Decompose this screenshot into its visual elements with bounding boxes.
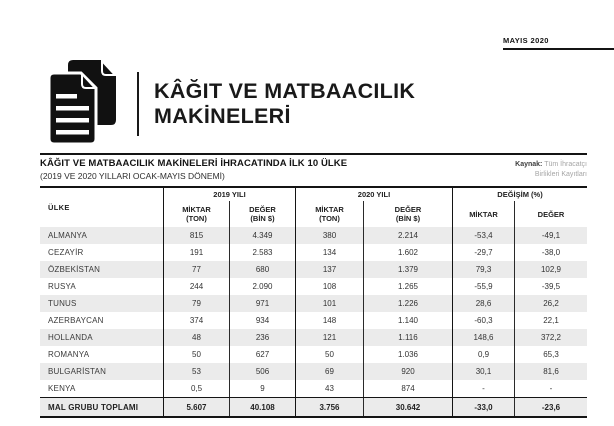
cell-change-value: -39,5: [514, 278, 587, 295]
cell-2019-value: 971: [229, 295, 295, 312]
col-header-2019-amount: MİKTAR (TON): [163, 201, 229, 227]
cell-2020-amount: 380: [295, 227, 363, 244]
cell-change-value: 372,2: [514, 329, 587, 346]
col-header-2019-value: DEĞER (BİN $): [229, 201, 295, 227]
cell-country: KENYA: [48, 384, 76, 393]
page-title-line1: KÂĞIT VE MATBAACILIK: [154, 79, 416, 104]
page-title-line2: MAKİNELERİ: [154, 104, 291, 128]
issue-label: MAYIS 2020: [503, 36, 549, 45]
cell-change-value: 102,9: [514, 261, 587, 278]
cell-total-2019-value: 40.108: [229, 398, 295, 416]
cell-change-value: 65,3: [514, 346, 587, 363]
cell-change-amount: -53,4: [452, 227, 514, 244]
cell-2020-amount: 43: [295, 380, 363, 397]
cell-country: BULGARİSTAN: [48, 367, 107, 376]
cell-2019-amount: 244: [163, 278, 229, 295]
cell-change-value: -: [514, 380, 587, 397]
cell-change-amount: -29,7: [452, 244, 514, 261]
cell-2020-value: 1.036: [363, 346, 452, 363]
cell-total-change-value: -23,6: [514, 398, 587, 416]
export-table: [40, 186, 587, 418]
col-group-2020: 2020 YILI: [295, 188, 452, 201]
col-header-2020-value: DEĞER (BİN $): [363, 201, 452, 227]
cell-2020-amount: 69: [295, 363, 363, 380]
brand-header: [42, 60, 415, 148]
cell-2020-value: 874: [363, 380, 452, 397]
table-row: [40, 278, 587, 295]
cell-2020-value: 1.379: [363, 261, 452, 278]
table-row: [40, 363, 587, 380]
cell-2020-amount: 137: [295, 261, 363, 278]
cell-2019-amount: 191: [163, 244, 229, 261]
col-group-change: DEĞİŞİM (%): [452, 188, 587, 201]
cell-change-amount: -: [452, 380, 514, 397]
section-subtitle: (2019 VE 2020 YILLARI OCAK-MAYIS DÖNEMİ): [40, 170, 225, 181]
cell-2019-value: 4.349: [229, 227, 295, 244]
cell-change-amount: 30,1: [452, 363, 514, 380]
col-header-change-value: DEĞER: [514, 201, 587, 227]
cell-2020-amount: 121: [295, 329, 363, 346]
cell-country: HOLLANDA: [48, 333, 93, 342]
cell-change-amount: -55,9: [452, 278, 514, 295]
cell-change-amount: 79,3: [452, 261, 514, 278]
cell-country: ÖZBEKİSTAN: [48, 265, 101, 274]
cell-total-2020-amount: 3.756: [295, 398, 363, 416]
cell-total-label: MAL GRUBU TOPLAMI: [48, 402, 139, 412]
cell-2019-amount: 374: [163, 312, 229, 329]
cell-2020-amount: 134: [295, 244, 363, 261]
cell-2019-amount: 53: [163, 363, 229, 380]
page-title: [154, 79, 415, 129]
cell-country: ALMANYA: [48, 231, 88, 240]
cell-2020-value: 1.265: [363, 278, 452, 295]
cell-2020-amount: 101: [295, 295, 363, 312]
masthead-issue: [503, 36, 614, 50]
cell-2019-amount: 50: [163, 346, 229, 363]
cell-2020-value: 1.116: [363, 329, 452, 346]
cell-2020-amount: 50: [295, 346, 363, 363]
table-row: [40, 380, 587, 397]
table-row: [40, 329, 587, 346]
cell-2019-amount: 79: [163, 295, 229, 312]
source-label: Kaynak:: [515, 161, 543, 168]
col-header-2020-amount: MİKTAR (TON): [295, 201, 363, 227]
cell-change-value: 22,1: [514, 312, 587, 329]
cell-change-value: -38,0: [514, 244, 587, 261]
cell-2019-value: 506: [229, 363, 295, 380]
cell-change-amount: 28,6: [452, 295, 514, 312]
cell-2019-value: 2.090: [229, 278, 295, 295]
table-row: [40, 346, 587, 363]
source-note: [515, 158, 587, 181]
cell-2019-value: 2.583: [229, 244, 295, 261]
cell-country: AZERBAYCAN: [48, 316, 104, 325]
col-header-change-amount: MİKTAR: [452, 201, 514, 227]
cell-change-value: -49,1: [514, 227, 587, 244]
cell-2020-value: 1.602: [363, 244, 452, 261]
cell-2019-amount: 48: [163, 329, 229, 346]
cell-change-value: 26,2: [514, 295, 587, 312]
cell-2019-value: 236: [229, 329, 295, 346]
section-title: KÂĞIT VE MATBAACILIK MAKİNELERİ İHRACATINDA İLK 10 ÜLKE: [40, 158, 348, 169]
cell-2019-amount: 815: [163, 227, 229, 244]
cell-2020-value: 2.214: [363, 227, 452, 244]
cell-total-2019-amount: 5.607: [163, 398, 229, 416]
table-section-header: [40, 153, 587, 181]
cell-2020-amount: 108: [295, 278, 363, 295]
section-titles: [40, 158, 347, 181]
table-body: [40, 227, 587, 397]
table-row: [40, 295, 587, 312]
cell-2020-value: 1.226: [363, 295, 452, 312]
table-row: [40, 312, 587, 329]
cell-country: ROMANYA: [48, 350, 90, 359]
table-row: [40, 244, 587, 261]
cell-2020-amount: 148: [295, 312, 363, 329]
cell-2019-amount: 0,5: [163, 380, 229, 397]
table-row: [40, 261, 587, 278]
cell-change-amount: 148,6: [452, 329, 514, 346]
cell-2019-value: 627: [229, 346, 295, 363]
source-text-line2: Birlikleri Kayıtları: [534, 170, 587, 178]
cell-country: CEZAYİR: [48, 248, 84, 257]
cell-total-change-amount: -33,0: [452, 398, 514, 416]
cell-country: RUSYA: [48, 282, 76, 291]
cell-2020-value: 920: [363, 363, 452, 380]
cell-change-amount: -60,3: [452, 312, 514, 329]
cell-change-value: 81,6: [514, 363, 587, 380]
table-total-row: [40, 397, 587, 416]
cell-2019-amount: 77: [163, 261, 229, 278]
source-text-line1: Tüm İhracatçı: [544, 161, 587, 168]
cell-country: TUNUS: [48, 299, 77, 308]
table-header: [40, 188, 587, 227]
cell-change-amount: 0,9: [452, 346, 514, 363]
cell-2020-value: 1.140: [363, 312, 452, 329]
cell-2019-value: 934: [229, 312, 295, 329]
table-row: [40, 227, 587, 244]
cell-total-2020-value: 30.642: [363, 398, 452, 416]
col-group-2019: 2019 YILI: [163, 188, 295, 201]
documents-icon: [42, 60, 120, 148]
cell-2019-value: 9: [229, 380, 295, 397]
cell-2019-value: 680: [229, 261, 295, 278]
col-header-country: ÜLKE: [48, 203, 70, 212]
vertical-divider: [137, 72, 139, 136]
